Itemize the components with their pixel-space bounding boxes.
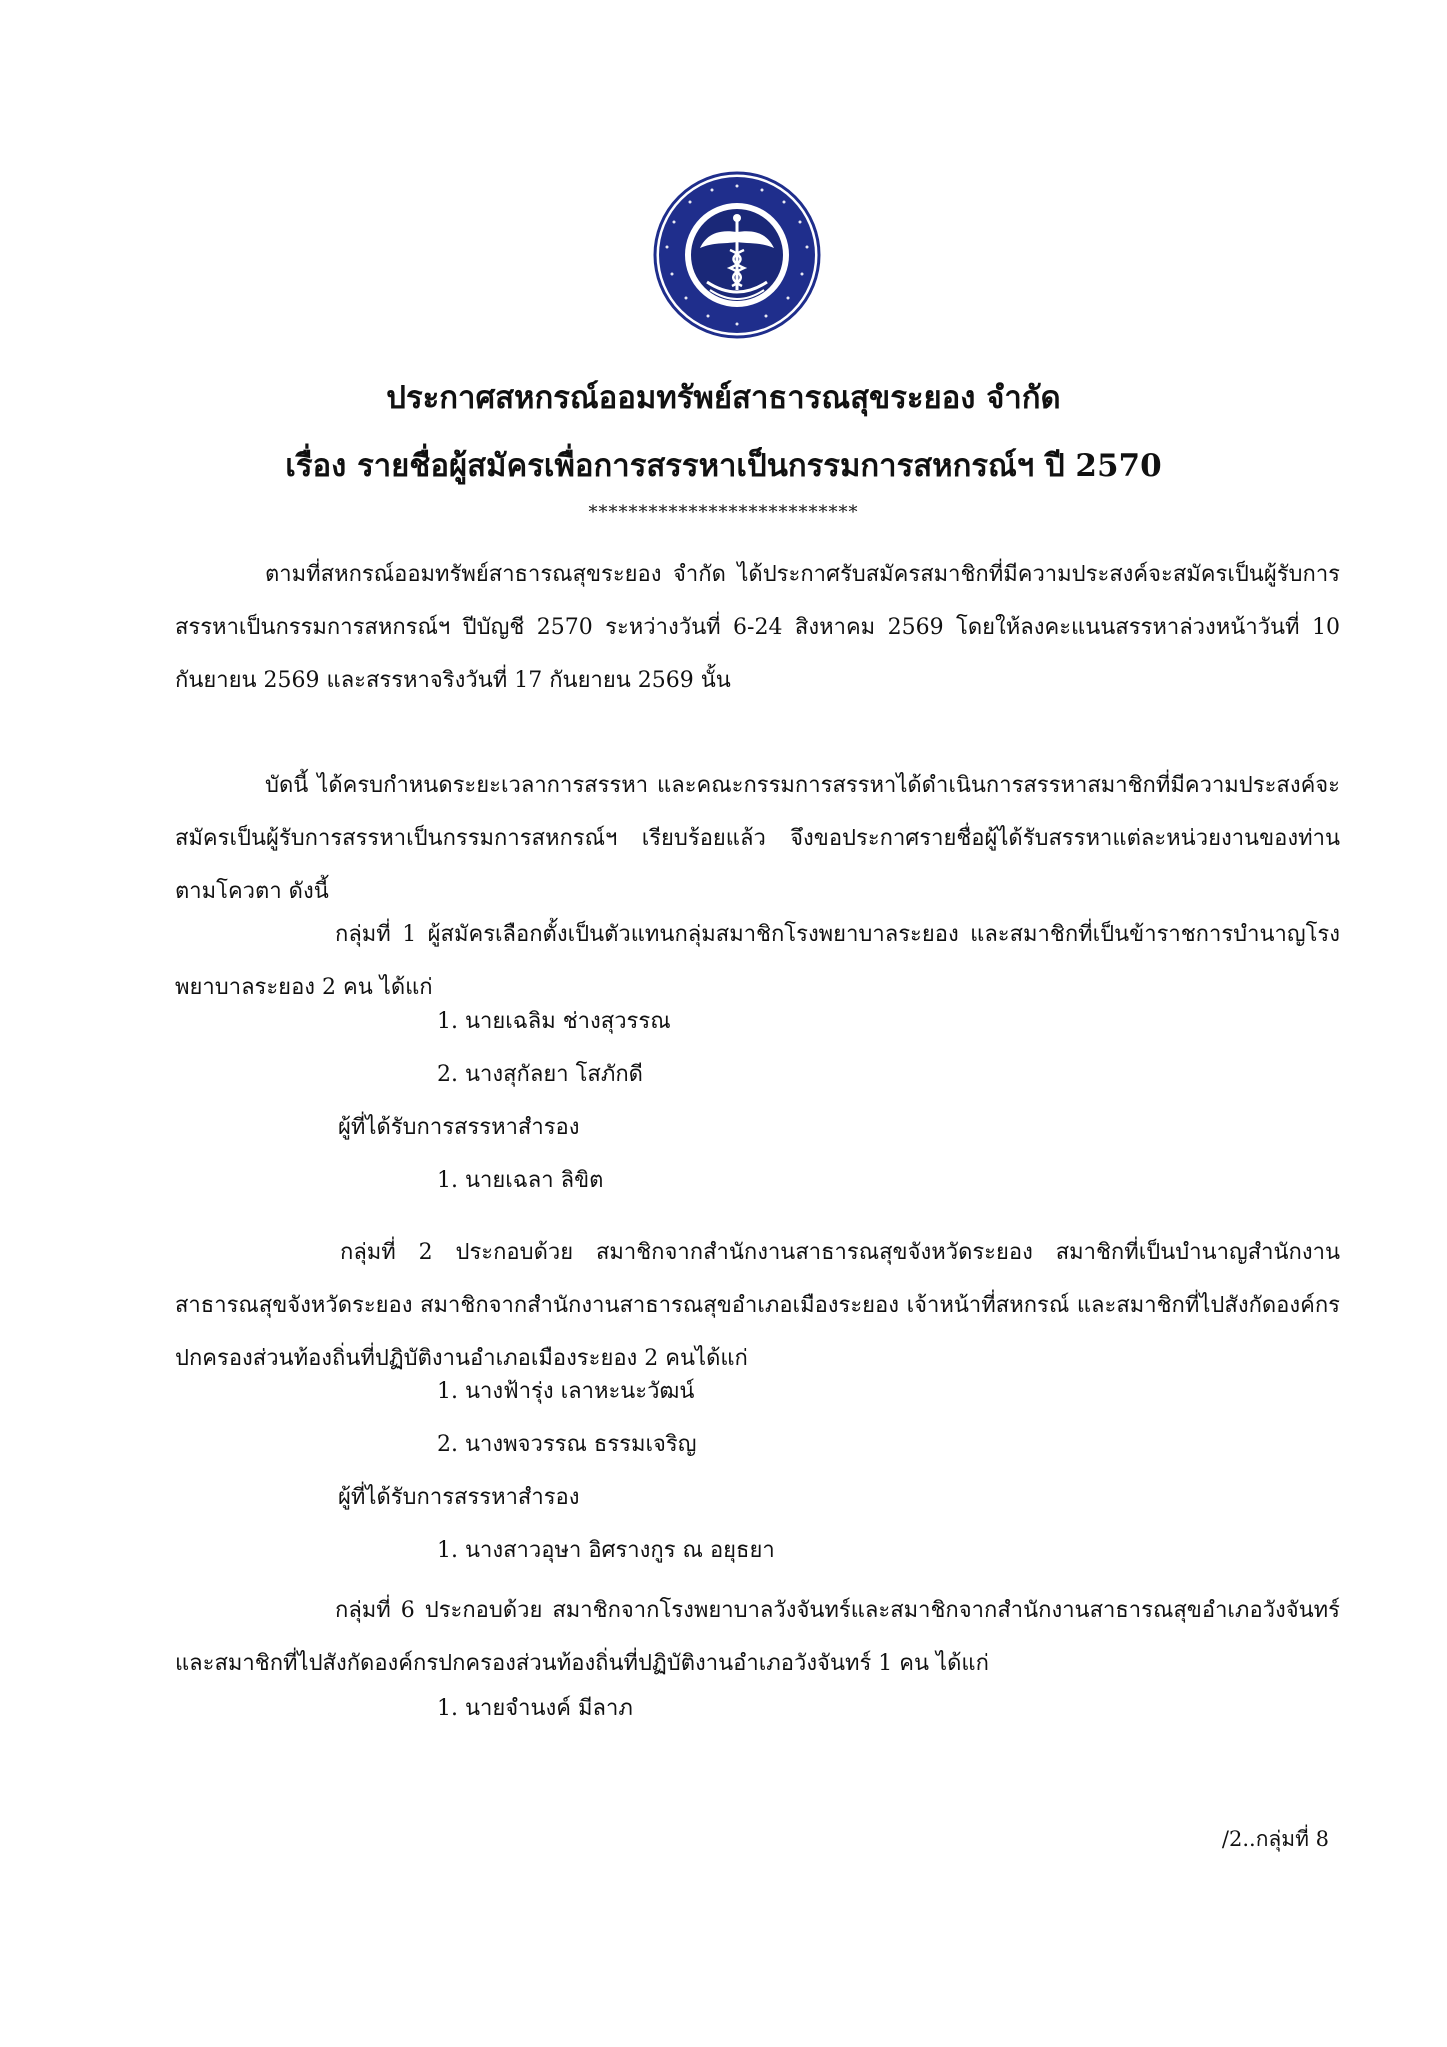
group-1-member-2: 2. นางสุกัลยา โสภักดี (437, 1062, 643, 1087)
group-2-reserve-1: 1. นางสาวอุษา อิศรางกูร ณ อยุธยา (437, 1538, 775, 1563)
group-2-reserve-label: ผู้ที่ได้รับการสรรหาสำรอง (338, 1485, 580, 1510)
group-1-reserve-1: 1. นายเฉลา ลิขิต (437, 1168, 604, 1193)
separator: *************************** (588, 502, 859, 523)
page-continuation: /2..กลุ่มที่ 8 (1221, 1827, 1329, 1851)
announcement-paragraph: บัดนี้ ได้ครบกำหนดระยะเวลาการสรรหา และคณะกรรมการสรรหาได้ดำเนินการสรรหาสมาชิกที่มีความประสงค์จะสมัครเป็นผู้รับการสรรหาเป็นกรรมการสหกรณ์ฯ เรียบร้อยแล้ว จึงขอประกาศรายชื่อผู้ได้รับสรรหาแต่ละหน่วยงานของท่านตามโควตา ดังนี้ (175, 773, 1340, 904)
cooperative-logo (652, 170, 822, 340)
group-1-description: กลุ่มที่ 1 ผู้สมัครเลือกตั้งเป็นตัวแทนกลุ่มสมาชิกโรงพยาบาลระยอง และสมาชิกที่เป็นข้าราชการบำนาญโรงพยาบาลระยอง 2 คน ได้แก่ (175, 922, 1340, 1000)
announcement-subject: เรื่อง รายชื่อผู้สมัครเพื่อการสรรหาเป็นกรรมการสหกรณ์ฯ ปี 2570 (285, 448, 1162, 484)
group-1-reserve-label: ผู้ที่ได้รับการสรรหาสำรอง (338, 1115, 580, 1140)
group-6-description: กลุ่มที่ 6 ประกอบด้วย สมาชิกจากโรงพยาบาลวังจันทร์และสมาชิกจากสำนักงานสาธารณสุขอำเภอวังจันทร์ และสมาชิกที่ไปสังกัดองค์กรปกครองส่วนท้องถิ่นที่ปฏิบัติงานอำเภอวังจันทร์ 1 คน ได้แก่ (175, 1598, 1340, 1676)
group-2-member-2: 2. นางพจวรรณ ธรรมเจริญ (437, 1432, 697, 1457)
group-2-description: กลุ่มที่ 2 ประกอบด้วย สมาชิกจากสำนักงานสาธารณสุขจังหวัดระยอง สมาชิกที่เป็นบำนาญสำนักงานสาธารณสุขจังหวัดระยอง สมาชิกจากสำนักงานสาธารณสุขอำเภอเมืองระยอง เจ้าหน้าที่สหกรณ์ และสมาชิกที่ไปสังกัดองค์กรปกครองส่วนท้องถิ่นที่ปฏิบัติงานอำเภอเมืองระยอง 2 คนได้แก่ (175, 1240, 1340, 1371)
announcement-title: ประกาศสหกรณ์ออมทรัพย์สาธารณสุขระยอง จำกัด (386, 380, 1061, 416)
intro-paragraph: ตามที่สหกรณ์ออมทรัพย์สาธารณสุขระยอง จำกัด ได้ประกาศรับสมัครสมาชิกที่มีความประสงค์จะสมัครเป็นผู้รับการสรรหาเป็นกรรมการสหกรณ์ฯ ปีบัญชี 2570 ระหว่างวันที่ 6-24 สิงหาคม 2569 โดยให้ลงคะแนนสรรหาล่วงหน้าวันที่ 10 กันยายน 2569 และสรรหาจริงวันที่ 17 กันยายน 2569 นั้น (175, 562, 1340, 693)
group-2-member-1: 1. นางฟ้ารุ่ง เลาหะนะวัฒน์ (437, 1379, 695, 1404)
group-6-member-1: 1. นายจำนงค์ มีลาภ (437, 1696, 633, 1721)
group-1-member-1: 1. นายเฉลิม ช่างสุวรรณ (437, 1009, 671, 1034)
